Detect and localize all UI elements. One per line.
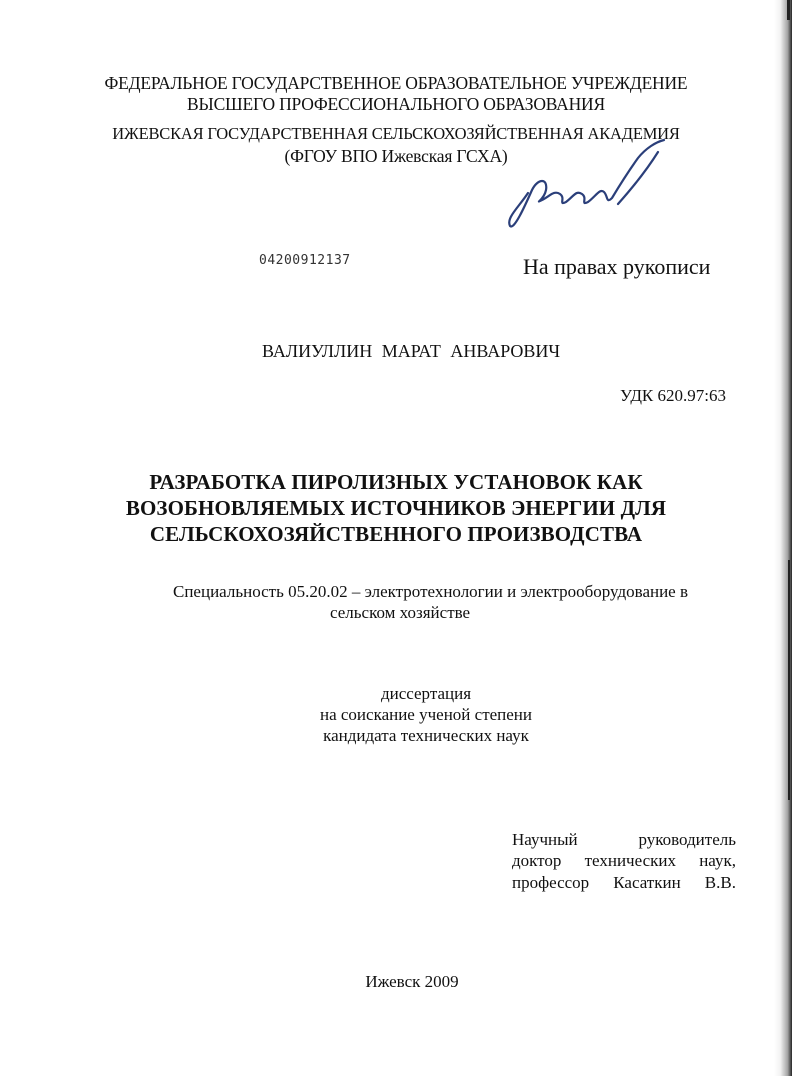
udk-code: УДК 620.97:63 [620,386,726,405]
scan-edge-shadow [774,0,792,1076]
specialty-line-1: Специальность 05.20.02 – электротехнологии и электрооборудование в [173,582,689,601]
scan-edge-mark [787,0,790,20]
advisor-line-2: доктор технических наук, [512,851,736,870]
institution-abbreviation: (ФГОУ ВПО Ижевская ГСХА) [284,146,508,166]
city-and-year: Ижевск 2009 [365,972,459,991]
specialty-line-2: сельском хозяйстве [330,603,471,622]
institution-line-1: ФЕДЕРАЛЬНОЕ ГОСУДАРСТВЕННОЕ ОБРАЗОВАТЕЛЬНОЕ УЧРЕЖДЕНИЕ [104,73,688,93]
registration-number-stamp: 04200912137 [259,253,351,268]
handwritten-signature [488,138,688,238]
degree-line-1: диссертация [380,684,472,703]
title-line-2: ВОЗОБНОВЛЯЕМЫХ ИСТОЧНИКОВ ЭНЕРГИИ ДЛЯ [125,496,667,520]
degree-line-2: на соискание ученой степени [319,705,533,724]
institution-line-3: ИЖЕВСКАЯ ГОСУДАРСТВЕННАЯ СЕЛЬСКОХОЗЯЙСТВЕННАЯ АКАДЕМИЯ [112,124,680,143]
title-line-1: РАЗРАБОТКА ПИРОЛИЗНЫХ УСТАНОВОК КАК [149,470,643,494]
author-name: ВАЛИУЛЛИН МАРАТ АНВАРОВИЧ [262,341,561,361]
scan-edge-mark [788,560,790,800]
institution-line-2: ВЫСШЕГО ПРОФЕССИОНАЛЬНОГО ОБРАЗОВАНИЯ [187,94,605,114]
title-line-3: СЕЛЬСКОХОЗЯЙСТВЕННОГО ПРОИЗВОДСТВА [149,522,643,546]
advisor-line-3: профессор Касаткин В.В. [512,873,736,892]
degree-line-3: кандидата технических наук [323,726,529,745]
advisor-line-1: Научный руководитель [512,830,736,849]
manuscript-rights-note: На правах рукописи [523,254,711,279]
